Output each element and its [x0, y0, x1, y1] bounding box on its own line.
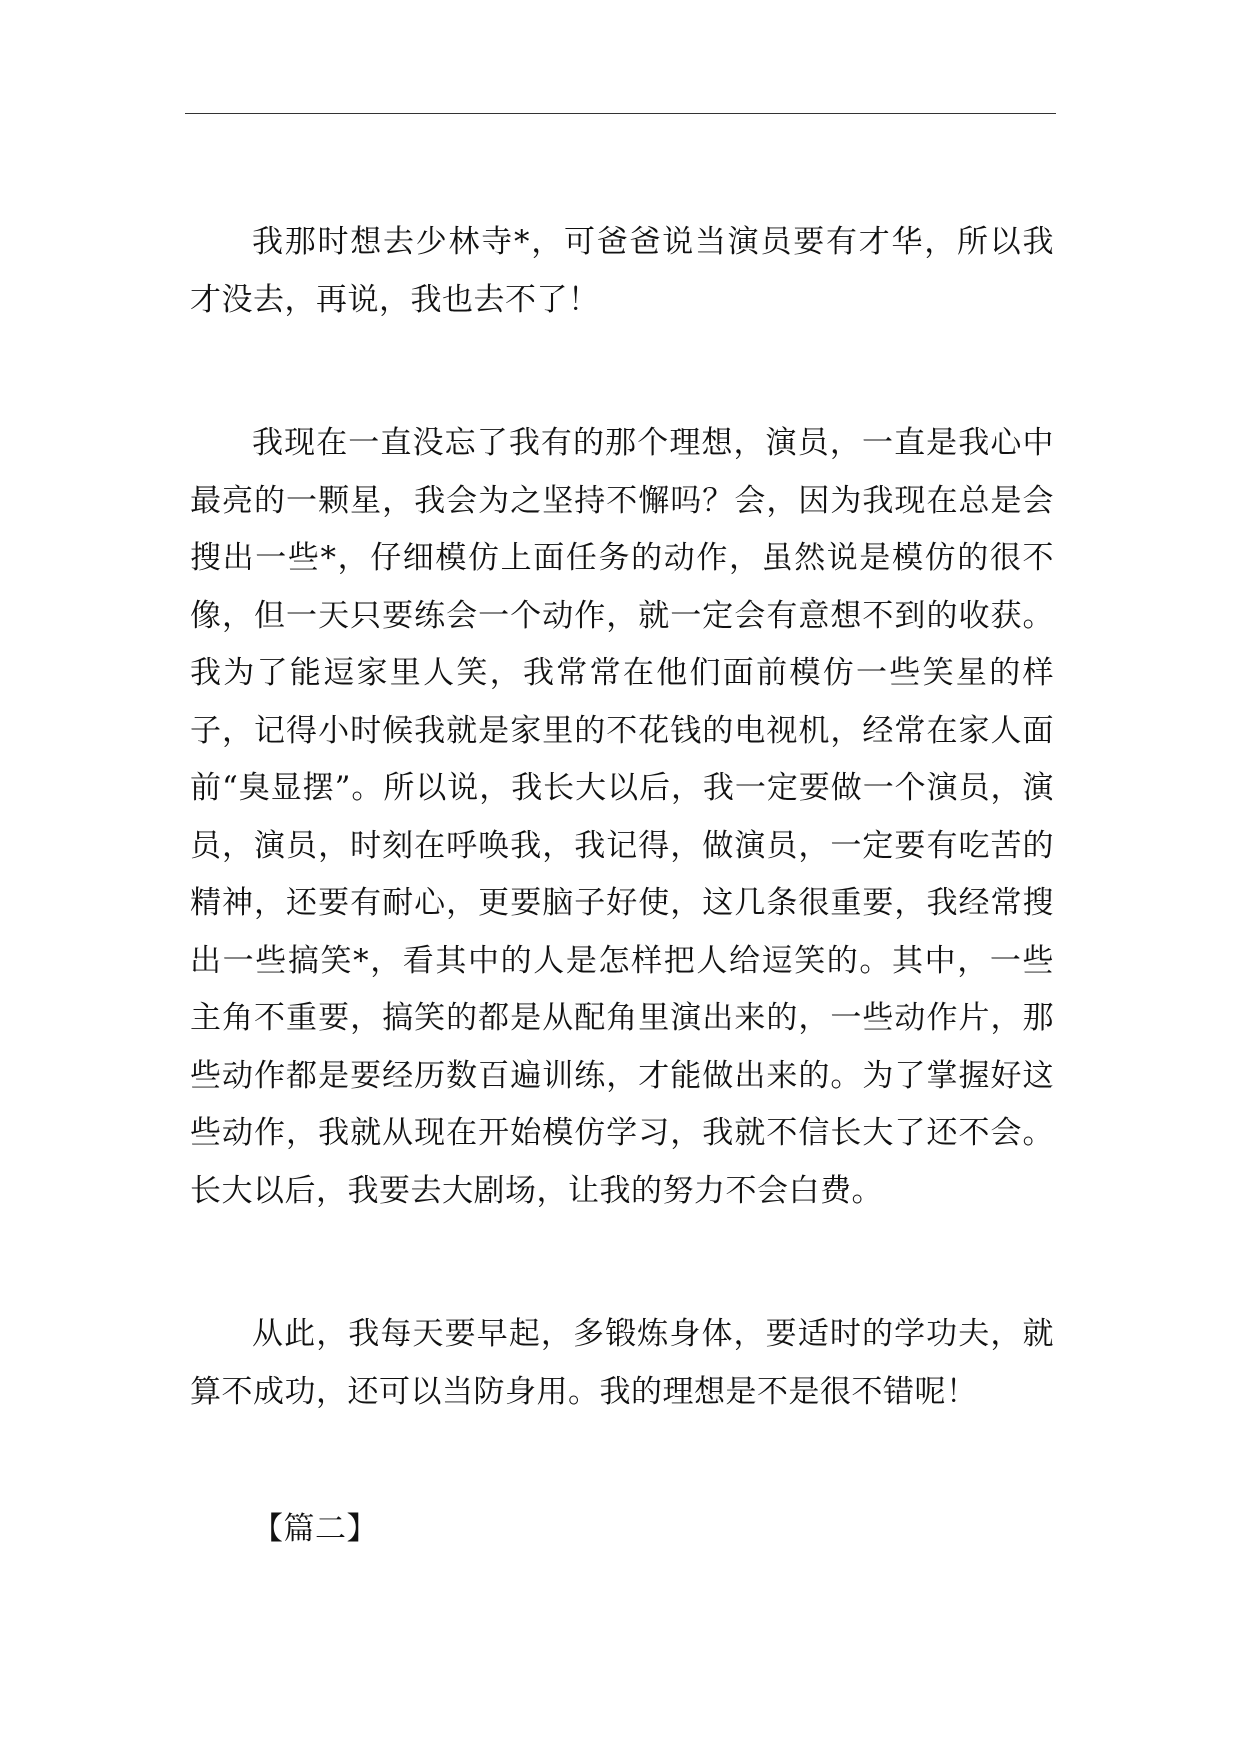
- paragraph-3: 从此，我每天要早起，多锻炼身体，要适时的学功夫，就算不成功，还可以当防身用。我的理想是不是很不错呢！: [190, 1316, 1054, 1410]
- paragraph-1: 我那时想去少林寺*，可爸爸说当演员要有才华，所以我才没去，再说，我也去不了！: [190, 224, 1054, 318]
- document-body: [190, 214, 1054, 1559]
- section-heading: 【篇二】: [252, 1511, 378, 1547]
- paragraph-2: 我现在一直没忘了我有的那个理想，演员，一直是我心中最亮的一颗星，我会为之坚持不懈吗？会，因为我现在总是会搜出一些*，仔细模仿上面任务的动作，虽然说是模仿的很不像，但一天只要练会一个动作，就一定会有意想不到的收获。我为了能逗家里人笑，我常常在他们面前模仿一些笑星的样子，记得小时候我就是家里的不花钱的电视机，经常在家人面前“臭显摆”。所以说，我长大以后，我一定要做一个演员，演员，演员，时刻在呼唤我，我记得，做演员，一定要有吃苦的精神，还要有耐心，更要脑子好使，这几条很重要，我经常搜出一些搞笑*，看其中的人是怎样把人给逗笑的。其中，一些主角不重要，搞笑的都是从配角里演出来的，一些动作片，那些动作都是要经历数百遍训练，才能做出来的。为了掌握好这些动作，我就从现在开始模仿学习，我就不信长大了还不会。长大以后，我要去大剧场，让我的努力不会白费。: [190, 425, 1054, 1209]
- header-rule: [185, 113, 1056, 114]
